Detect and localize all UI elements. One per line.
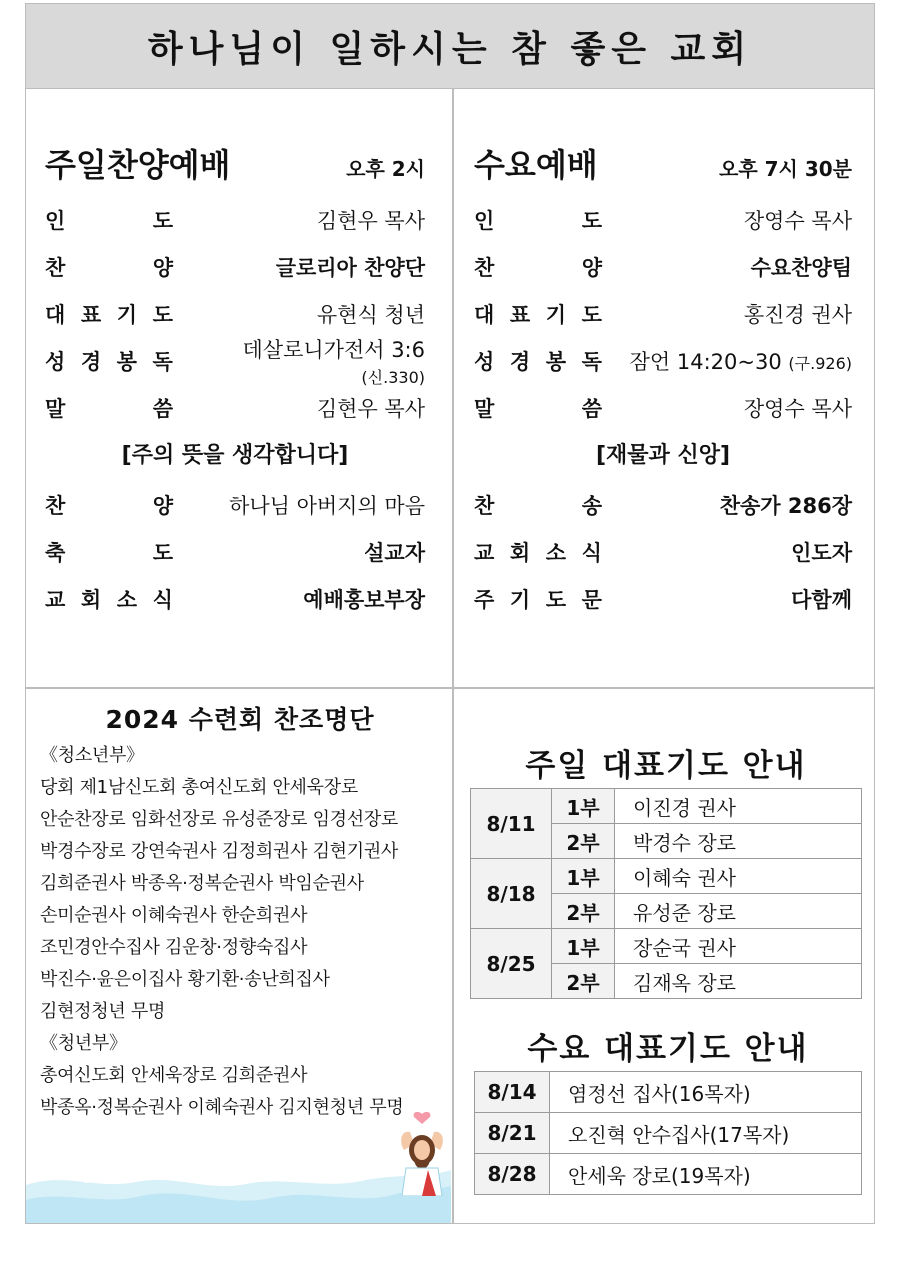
wednesday-sermon-title: [재물과 신앙]: [595, 443, 731, 468]
label-char: 봉: [116, 349, 137, 374]
order-value: [364, 537, 425, 567]
order-value: [744, 205, 852, 235]
label-char: 기: [116, 302, 138, 327]
order-label: [45, 299, 173, 329]
wednesday-service: [474, 140, 852, 622]
sunday-prayer-table: [470, 788, 862, 999]
wednesday-prayer-title: 수요 대표기도 안내: [527, 1031, 809, 1067]
label-char: 독: [581, 349, 602, 374]
sunday-order-top: [45, 196, 425, 431]
roster-line: 《청소년부》: [40, 745, 144, 766]
label-char: 기: [509, 587, 531, 612]
label-char: 표: [80, 302, 102, 327]
prayer-row: [471, 859, 862, 894]
banner-title: 하나님이 일하시는 참 좋은 교회: [147, 28, 753, 70]
order-label: [474, 346, 602, 376]
label-char: 양: [152, 493, 173, 518]
order-value: [317, 205, 425, 235]
roster-line: 《청년부》: [40, 1033, 127, 1054]
service-part: 2부: [552, 824, 615, 859]
value-text: 예배홍보부장: [303, 587, 425, 612]
order-row: [474, 337, 852, 384]
section-divider: [25, 687, 875, 689]
prayer-date: 8/11: [471, 789, 552, 859]
order-label: [474, 537, 602, 567]
roster-title: 2024 수련회 찬조명단: [105, 705, 375, 734]
label-char: 말: [45, 396, 66, 421]
prayer-leader: 염정선 집사(16목자): [550, 1072, 862, 1113]
label-char: 양: [152, 255, 173, 280]
order-value: [630, 346, 852, 376]
church-banner: [25, 3, 875, 89]
order-row: [45, 337, 425, 387]
prayer-leader: 장순국 권사: [615, 929, 862, 964]
prayer-leader: 안세욱 장로(19목자): [550, 1154, 862, 1195]
label-char: 표: [509, 302, 531, 327]
label-char: 도: [152, 540, 173, 565]
value-text: 설교자: [364, 540, 425, 565]
order-label: [474, 299, 602, 329]
order-row: [474, 481, 852, 528]
label-char: 도: [581, 208, 602, 233]
order-row: [45, 481, 425, 528]
service-part: 2부: [552, 964, 615, 999]
label-char: 말: [474, 396, 495, 421]
prayer-leader: 오진혁 안수집사(17목자): [550, 1113, 862, 1154]
wednesday-order-top: [474, 196, 852, 431]
service-part: 1부: [552, 789, 615, 824]
prayer-leader: 유성준 장로: [615, 894, 862, 929]
label-char: 씀: [152, 396, 173, 421]
roster-line: 손미순권사 이혜숙권사 한순희권사: [40, 905, 308, 926]
label-char: 양: [581, 255, 602, 280]
wave-decoration: [26, 1150, 451, 1223]
sunday-sermon-title: [주의 뜻을 생각합니다]: [121, 443, 349, 468]
value-text: 장영수 목사: [743, 208, 852, 233]
label-char: 대: [45, 302, 66, 327]
roster-line: 김현정청년 무명: [40, 1001, 166, 1022]
order-row: [45, 290, 425, 337]
label-char: 주: [474, 587, 495, 612]
order-row: [474, 243, 852, 290]
prayer-date: 8/25: [471, 929, 552, 999]
order-value: [751, 252, 852, 282]
order-value: [317, 299, 425, 329]
scripture-page-ref: (구.926): [788, 353, 852, 373]
label-char: 교: [474, 540, 495, 565]
service-part: 1부: [552, 929, 615, 964]
order-value: [744, 299, 852, 329]
prayer-row: [475, 1113, 862, 1154]
order-row: [474, 528, 852, 575]
value-text: 인도자: [791, 540, 852, 565]
label-char: 송: [581, 493, 602, 518]
order-value: [791, 537, 852, 567]
value-text: 유현식 청년: [316, 302, 425, 327]
order-row: [45, 575, 425, 622]
prayer-leader: 이진경 권사: [615, 789, 862, 824]
label-char: 찬: [45, 255, 66, 280]
sunday-service: [45, 140, 425, 622]
order-label: [474, 584, 602, 614]
wednesday-order-bottom: [474, 481, 852, 622]
order-value: [229, 490, 425, 520]
label-char: 찬: [474, 493, 495, 518]
value-text: 수요찬양팀: [750, 255, 852, 280]
prayer-leader: 김재옥 장로: [615, 964, 862, 999]
roster-line: 김희준권사 박종옥·정복순권사 박임순권사: [40, 873, 364, 894]
label-char: 도: [581, 302, 602, 327]
prayer-date: 8/28: [475, 1154, 550, 1195]
order-label: [474, 393, 602, 423]
label-char: 회: [509, 540, 531, 565]
wednesday-title: 수요예배: [474, 146, 598, 184]
prayer-row: [471, 929, 862, 964]
value-text: 잠언 14:20~30: [629, 349, 782, 374]
prayer-leader: 박경수 장로: [615, 824, 862, 859]
order-value: [720, 490, 852, 520]
order-value: [303, 584, 425, 614]
label-char: 식: [581, 540, 602, 565]
label-char: 축: [45, 540, 66, 565]
sunday-order-bottom: [45, 481, 425, 622]
value-text: 김현우 목사: [316, 396, 425, 421]
sunday-time: 오후 2시: [346, 157, 425, 181]
roster-lines: [40, 740, 440, 1124]
scripture-page-ref: (신.330): [361, 367, 425, 387]
value-text: 하나님 아버지의 마음: [229, 493, 425, 518]
order-value: [276, 252, 425, 282]
label-char: 문: [581, 587, 602, 612]
label-char: 도: [545, 587, 567, 612]
order-value: [317, 393, 425, 423]
order-row: [474, 196, 852, 243]
order-label: [474, 490, 602, 520]
label-char: 교: [45, 587, 66, 612]
order-value: [791, 584, 852, 614]
value-text: 찬송가 286장: [719, 493, 852, 518]
order-row: [45, 243, 425, 290]
label-char: 인: [45, 208, 66, 233]
label-char: 독: [152, 349, 173, 374]
order-label: [474, 205, 602, 235]
roster-line: 당회 제1남신도회 총여신도회 안세욱장로: [40, 777, 358, 798]
label-char: 기: [545, 302, 567, 327]
sunday-prayer-title: 주일 대표기도 안내: [525, 748, 807, 784]
roster-line: 박종옥·정복순권사 이혜숙권사 김지현청년 무명: [40, 1097, 404, 1118]
label-char: 찬: [474, 255, 495, 280]
wednesday-header: [474, 140, 852, 196]
order-row: [474, 575, 852, 622]
value-text: 김현우 목사: [316, 208, 425, 233]
label-char: 회: [80, 587, 102, 612]
order-label: [45, 537, 173, 567]
order-row: [45, 196, 425, 243]
prayer-row: [475, 1154, 862, 1195]
roster-line: 박경수장로 강연숙권사 김정희권사 김현기권사: [40, 841, 399, 862]
order-value: [173, 334, 425, 388]
sunday-title: 주일찬양예배: [45, 146, 231, 184]
label-char: 씀: [581, 396, 602, 421]
order-label: [45, 346, 173, 376]
label-char: 경: [80, 349, 102, 374]
prayer-date: 8/14: [475, 1072, 550, 1113]
order-label: [45, 205, 173, 235]
value-text: 다함께: [791, 587, 852, 612]
order-row: [45, 528, 425, 575]
service-part: 2부: [552, 894, 615, 929]
label-char: 도: [152, 208, 173, 233]
label-char: 도: [152, 302, 173, 327]
label-char: 인: [474, 208, 495, 233]
order-value: [744, 393, 852, 423]
order-label: [45, 584, 173, 614]
prayer-leader: 이혜숙 권사: [615, 859, 862, 894]
wednesday-prayer-table: [474, 1071, 862, 1195]
label-char: 성: [474, 349, 495, 374]
value-text: 홍진경 권사: [743, 302, 852, 327]
praying-figure-icon: [392, 1110, 452, 1196]
label-char: 경: [509, 349, 531, 374]
label-char: 소: [545, 540, 567, 565]
column-divider: [452, 88, 454, 1224]
prayer-date: 8/21: [475, 1113, 550, 1154]
retreat-donor-list: [40, 700, 440, 1124]
label-char: 식: [152, 587, 173, 612]
roster-line: 박진수·윤은이집사 황기환·송난희집사: [40, 969, 330, 990]
order-label: [474, 252, 602, 282]
roster-line: 안순찬장로 임화선장로 유성준장로 임경선장로: [40, 809, 399, 830]
label-char: 소: [116, 587, 138, 612]
order-label: [45, 490, 173, 520]
label-char: 대: [474, 302, 495, 327]
order-row: [45, 384, 425, 431]
value-text: 글로리아 찬양단: [275, 255, 425, 280]
wednesday-time: 오후 7시 30분: [719, 157, 852, 181]
service-part: 1부: [552, 859, 615, 894]
label-char: 찬: [45, 493, 66, 518]
prayer-row: [471, 789, 862, 824]
roster-line: 조민경안수집사 김운창·정향숙집사: [40, 937, 308, 958]
value-text: 데살로니가전서 3:6: [242, 337, 425, 362]
label-char: 성: [45, 349, 66, 374]
order-row: [474, 290, 852, 337]
sunday-header: [45, 140, 425, 196]
order-label: [45, 393, 173, 423]
order-row: [474, 384, 852, 431]
prayer-row: [475, 1072, 862, 1113]
prayer-date: 8/18: [471, 859, 552, 929]
value-text: 장영수 목사: [743, 396, 852, 421]
roster-line: 총여신도회 안세욱장로 김희준권사: [40, 1065, 308, 1086]
label-char: 봉: [545, 349, 567, 374]
order-label: [45, 252, 173, 282]
